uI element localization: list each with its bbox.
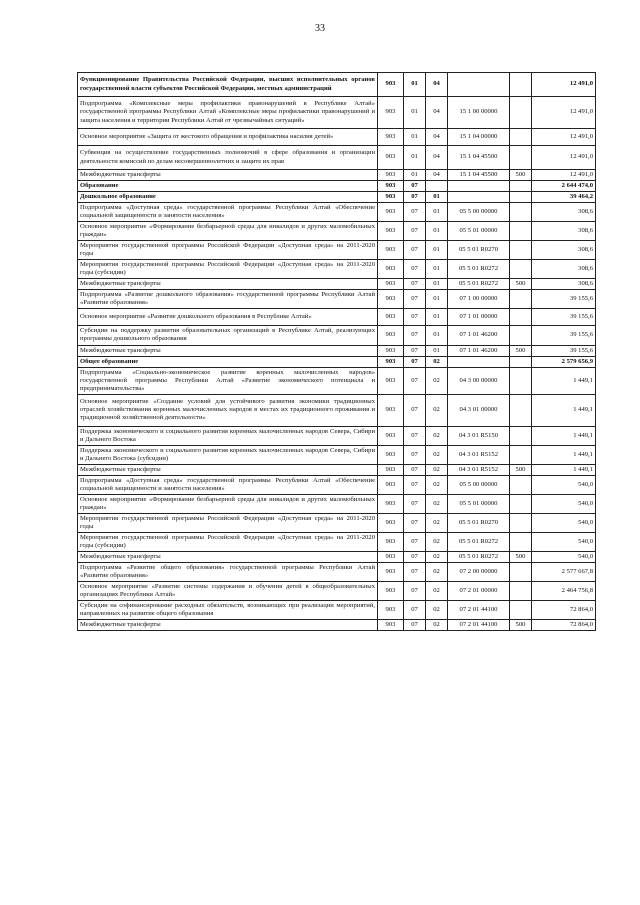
row-pr-cell: 02 (426, 582, 448, 601)
row-vr-cell (510, 73, 532, 97)
row-pr-cell: 02 (426, 563, 448, 582)
row-cs-cell: 05 5 01 R0270 (448, 513, 510, 532)
row-sum-cell: 39 155,6 (532, 326, 596, 345)
table-row (78, 494, 596, 513)
row-pr-cell: 02 (426, 356, 448, 367)
row-name-cell: Подпрограмма «Доступная среда» государственной программы Республики Алтай «Обеспечение социальной защищенности и занятости населения» (78, 203, 378, 222)
row-pr-cell (426, 181, 448, 192)
row-gr-cell: 903 (378, 260, 404, 279)
row-vr-cell (510, 601, 532, 620)
row-gr-cell: 903 (378, 241, 404, 260)
row-gr-cell: 903 (378, 309, 404, 326)
table-row (78, 203, 596, 222)
row-vr-cell (510, 290, 532, 309)
row-sum-cell: 1 449,1 (532, 426, 596, 445)
row-name-cell: Дошкольное образование (78, 192, 378, 203)
row-gr-cell: 903 (378, 620, 404, 631)
row-vr-cell (510, 563, 532, 582)
row-cs-cell: 07 2 01 44100 (448, 620, 510, 631)
row-gr-cell: 903 (378, 129, 404, 146)
table-row (78, 290, 596, 309)
table-row (78, 563, 596, 582)
row-rz-cell: 07 (404, 356, 426, 367)
row-sum-cell: 308,6 (532, 241, 596, 260)
page-number: 33 (315, 23, 325, 34)
row-cs-cell (448, 356, 510, 367)
row-sum-cell: 12 491,0 (532, 146, 596, 170)
row-pr-cell: 01 (426, 326, 448, 345)
row-name-cell: Подпрограмма «Развитие дошкольного образования» государственной программы Республики Алтай «Развитие образования» (78, 290, 378, 309)
row-sum-cell: 12 491,0 (532, 170, 596, 181)
row-rz-cell: 07 (404, 290, 426, 309)
row-name-cell: Мероприятия государственной программы Российской Федерации «Доступная среда» на 2011-2020 годы (субсидии) (78, 533, 378, 552)
row-name-cell: Подпрограмма «Развитие общего образования» государственной программы Республики Алтай «Развитие образования» (78, 563, 378, 582)
row-name-cell: Основное мероприятие «Формирование безбарьерной среды для инвалидов и других маломобильных граждан» (78, 494, 378, 513)
row-vr-cell (510, 326, 532, 345)
table-row (78, 445, 596, 464)
row-vr-cell (510, 356, 532, 367)
row-cs-cell: 05 5 01 R0272 (448, 552, 510, 563)
row-pr-cell: 02 (426, 533, 448, 552)
row-gr-cell: 903 (378, 475, 404, 494)
row-sum-cell: 2 577 667,8 (532, 563, 596, 582)
row-sum-cell: 308,6 (532, 279, 596, 290)
row-sum-cell: 540,0 (532, 552, 596, 563)
row-sum-cell: 308,6 (532, 203, 596, 222)
row-sum-cell: 1 449,1 (532, 367, 596, 394)
row-gr-cell: 903 (378, 601, 404, 620)
row-name-cell: Основное мероприятие «Формирование безбарьерной среды для инвалидов и других маломобильных граждан» (78, 222, 378, 241)
table-row (78, 129, 596, 146)
row-pr-cell: 01 (426, 260, 448, 279)
table-row (78, 513, 596, 532)
row-pr-cell: 02 (426, 494, 448, 513)
row-sum-cell: 12 491,0 (532, 73, 596, 97)
row-name-cell: Основное мероприятие «Развитие дошкольного образования в Республике Алтай» (78, 309, 378, 326)
row-vr-cell (510, 241, 532, 260)
table-row (78, 309, 596, 326)
row-pr-cell: 02 (426, 475, 448, 494)
row-vr-cell (510, 445, 532, 464)
row-name-cell: Субвенция на осуществление государственных полномочий в сфере образования и организации деятельности комиссий по делам несовершеннолетних и защите их прав (78, 146, 378, 170)
row-cs-cell: 05 5 01 R0272 (448, 260, 510, 279)
row-vr-cell (510, 513, 532, 532)
budget-table-body (78, 73, 596, 631)
row-cs-cell: 05 5 01 00000 (448, 222, 510, 241)
row-sum-cell: 2 464 756,8 (532, 582, 596, 601)
row-rz-cell: 07 (404, 445, 426, 464)
row-pr-cell: 04 (426, 129, 448, 146)
table-row (78, 73, 596, 97)
row-pr-cell: 01 (426, 192, 448, 203)
table-row (78, 620, 596, 631)
row-rz-cell: 07 (404, 601, 426, 620)
table-row (78, 345, 596, 356)
row-pr-cell: 01 (426, 290, 448, 309)
row-vr-cell: 500 (510, 170, 532, 181)
row-cs-cell: 05 5 01 R0272 (448, 279, 510, 290)
row-cs-cell: 05 5 01 R0270 (448, 241, 510, 260)
table-row (78, 601, 596, 620)
row-vr-cell (510, 129, 532, 146)
table-row (78, 260, 596, 279)
row-vr-cell (510, 533, 532, 552)
row-name-cell: Межбюджетные трансферты (78, 345, 378, 356)
row-pr-cell: 02 (426, 552, 448, 563)
row-cs-cell (448, 73, 510, 97)
row-sum-cell: 2 644 474,0 (532, 181, 596, 192)
row-rz-cell: 07 (404, 563, 426, 582)
row-sum-cell: 39 155,6 (532, 309, 596, 326)
row-cs-cell: 15 1 04 45500 (448, 146, 510, 170)
row-pr-cell: 04 (426, 73, 448, 97)
row-rz-cell: 07 (404, 367, 426, 394)
row-vr-cell (510, 475, 532, 494)
row-vr-cell: 500 (510, 464, 532, 475)
row-cs-cell: 04 3 01 00000 (448, 394, 510, 426)
row-name-cell: Межбюджетные трансферты (78, 464, 378, 475)
row-name-cell: Межбюджетные трансферты (78, 552, 378, 563)
row-vr-cell: 500 (510, 552, 532, 563)
row-name-cell: Мероприятия государственной программы Российской Федерации «Доступная среда» на 2011-2020 годы (78, 513, 378, 532)
row-gr-cell: 903 (378, 170, 404, 181)
row-gr-cell: 903 (378, 464, 404, 475)
row-vr-cell (510, 309, 532, 326)
row-sum-cell: 308,6 (532, 222, 596, 241)
table-row (78, 97, 596, 129)
row-cs-cell: 04 3 01 R5152 (448, 464, 510, 475)
row-pr-cell: 02 (426, 601, 448, 620)
row-name-cell: Поддержка экономического и социального развития коренных малочисленных народов Севера, Сибири и Дальнего Востока (78, 426, 378, 445)
table-row (78, 533, 596, 552)
row-sum-cell: 540,0 (532, 533, 596, 552)
row-sum-cell: 1 449,1 (532, 464, 596, 475)
row-pr-cell: 02 (426, 513, 448, 532)
row-rz-cell: 07 (404, 475, 426, 494)
table-row (78, 222, 596, 241)
row-vr-cell (510, 222, 532, 241)
row-vr-cell (510, 146, 532, 170)
table-row (78, 394, 596, 426)
budget-table (77, 72, 596, 631)
row-cs-cell: 07 1 01 46200 (448, 326, 510, 345)
row-name-cell: Подпрограмма «Доступная среда» государственной программы Республики Алтай «Обеспечение социальной защищенности и занятости населения» (78, 475, 378, 494)
row-rz-cell: 01 (404, 73, 426, 97)
row-sum-cell: 540,0 (532, 475, 596, 494)
row-name-cell: Основное мероприятие «Создание условий для устойчивого развития экономики традиционных отраслей хозяйствования коренных малочисленных народов в местах их традиционного проживания и традиционной хозяйственной деятельности» (78, 394, 378, 426)
row-rz-cell: 07 (404, 464, 426, 475)
row-pr-cell: 01 (426, 241, 448, 260)
row-sum-cell: 39 155,6 (532, 290, 596, 309)
row-name-cell: Общее образование (78, 356, 378, 367)
row-name-cell: Подпрограмма «Комплексные меры профилактики правонарушений в Республике Алтай» государственной программы Республики Алтай «Комплексные меры профилактики правонарушений и защита населения и территории Республики Алтай от чрезвычайных ситуаций» (78, 97, 378, 129)
row-cs-cell: 04 3 01 R5152 (448, 445, 510, 464)
row-name-cell: Субсидии на софинансирование расходных обязательств, возникающих при реализации мероприятий, направленных на развитие общего образования (78, 601, 378, 620)
row-cs-cell: 15 1 04 45500 (448, 170, 510, 181)
table-row (78, 475, 596, 494)
table-row (78, 552, 596, 563)
row-rz-cell: 07 (404, 582, 426, 601)
row-gr-cell: 903 (378, 279, 404, 290)
row-pr-cell: 04 (426, 97, 448, 129)
row-name-cell: Мероприятия государственной программы Российской Федерации «Доступная среда» на 2011-2020 годы (78, 241, 378, 260)
row-cs-cell (448, 192, 510, 203)
row-rz-cell: 07 (404, 620, 426, 631)
row-cs-cell: 07 1 01 46200 (448, 345, 510, 356)
row-name-cell: Функционирование Правительства Российской Федерации, высших исполнительных органов государственной власти субъектов Российской Федерации, местных администраций (78, 73, 378, 97)
row-rz-cell: 01 (404, 170, 426, 181)
row-gr-cell: 903 (378, 356, 404, 367)
table-row (78, 146, 596, 170)
row-vr-cell (510, 181, 532, 192)
table-row (78, 367, 596, 394)
row-rz-cell: 01 (404, 97, 426, 129)
row-rz-cell: 07 (404, 309, 426, 326)
row-name-cell: Образование (78, 181, 378, 192)
row-name-cell: Межбюджетные трансферты (78, 620, 378, 631)
table-row (78, 356, 596, 367)
row-sum-cell: 39 464,2 (532, 192, 596, 203)
row-gr-cell: 903 (378, 367, 404, 394)
row-pr-cell: 02 (426, 426, 448, 445)
table-row (78, 170, 596, 181)
row-cs-cell: 05 5 01 R0272 (448, 533, 510, 552)
row-rz-cell: 07 (404, 192, 426, 203)
row-cs-cell: 05 5 00 00000 (448, 203, 510, 222)
row-gr-cell: 903 (378, 326, 404, 345)
row-rz-cell: 07 (404, 181, 426, 192)
row-gr-cell: 903 (378, 494, 404, 513)
row-gr-cell: 903 (378, 73, 404, 97)
row-vr-cell (510, 494, 532, 513)
row-gr-cell: 903 (378, 394, 404, 426)
row-cs-cell: 05 5 01 00000 (448, 494, 510, 513)
row-rz-cell: 07 (404, 513, 426, 532)
row-rz-cell: 07 (404, 394, 426, 426)
row-gr-cell: 903 (378, 533, 404, 552)
row-rz-cell: 07 (404, 533, 426, 552)
row-rz-cell: 07 (404, 326, 426, 345)
row-gr-cell: 903 (378, 552, 404, 563)
row-vr-cell (510, 260, 532, 279)
row-cs-cell: 07 2 00 00000 (448, 563, 510, 582)
row-name-cell: Основное мероприятие «Защита от жестокого обращения и профилактика насилия детей» (78, 129, 378, 146)
row-vr-cell (510, 426, 532, 445)
table-row (78, 192, 596, 203)
row-vr-cell (510, 582, 532, 601)
row-rz-cell: 07 (404, 426, 426, 445)
row-rz-cell: 07 (404, 552, 426, 563)
row-rz-cell: 07 (404, 279, 426, 290)
row-pr-cell: 02 (426, 445, 448, 464)
row-pr-cell: 01 (426, 279, 448, 290)
table-row (78, 582, 596, 601)
row-sum-cell: 540,0 (532, 494, 596, 513)
row-rz-cell: 01 (404, 129, 426, 146)
row-name-cell: Межбюджетные трансферты (78, 279, 378, 290)
row-sum-cell: 39 155,6 (532, 345, 596, 356)
row-pr-cell: 01 (426, 345, 448, 356)
row-cs-cell: 04 3 01 R5150 (448, 426, 510, 445)
table-row (78, 426, 596, 445)
row-sum-cell: 12 491,0 (532, 97, 596, 129)
table-row (78, 464, 596, 475)
row-pr-cell: 04 (426, 170, 448, 181)
row-pr-cell: 01 (426, 309, 448, 326)
table-row (78, 181, 596, 192)
row-vr-cell: 500 (510, 620, 532, 631)
row-gr-cell: 903 (378, 426, 404, 445)
row-gr-cell: 903 (378, 582, 404, 601)
row-gr-cell: 903 (378, 97, 404, 129)
row-sum-cell: 72 864,0 (532, 620, 596, 631)
row-pr-cell: 02 (426, 620, 448, 631)
row-sum-cell: 2 579 656,9 (532, 356, 596, 367)
row-gr-cell: 903 (378, 203, 404, 222)
row-sum-cell: 308,6 (532, 260, 596, 279)
row-rz-cell: 07 (404, 222, 426, 241)
row-sum-cell: 1 449,1 (532, 394, 596, 426)
row-rz-cell: 01 (404, 146, 426, 170)
row-rz-cell: 07 (404, 494, 426, 513)
row-cs-cell: 15 1 00 00000 (448, 97, 510, 129)
row-pr-cell: 01 (426, 203, 448, 222)
row-vr-cell (510, 203, 532, 222)
row-gr-cell: 903 (378, 181, 404, 192)
row-sum-cell: 12 491,0 (532, 129, 596, 146)
row-name-cell: Мероприятия государственной программы Российской Федерации «Доступная среда» на 2011-2020 годы (субсидии) (78, 260, 378, 279)
row-pr-cell: 02 (426, 367, 448, 394)
table-row (78, 279, 596, 290)
row-sum-cell: 1 449,1 (532, 445, 596, 464)
row-vr-cell (510, 192, 532, 203)
row-cs-cell: 07 1 01 00000 (448, 309, 510, 326)
row-rz-cell: 07 (404, 241, 426, 260)
row-cs-cell: 04 3 00 00000 (448, 367, 510, 394)
row-vr-cell: 500 (510, 345, 532, 356)
row-name-cell: Субсидии на поддержку развития образовательных организаций в Республике Алтай, реализующих программы дошкольного образования (78, 326, 378, 345)
row-vr-cell (510, 97, 532, 129)
row-gr-cell: 903 (378, 513, 404, 532)
row-sum-cell: 72 864,0 (532, 601, 596, 620)
row-pr-cell: 02 (426, 394, 448, 426)
row-vr-cell (510, 394, 532, 426)
row-name-cell: Подпрограмма «Социально-экономическое развитие коренных малочисленных народов» государственной программы Республики Алтай «Развитие экономического потенциала и предпринимательства» (78, 367, 378, 394)
row-name-cell: Основное мероприятие «Развитие системы содержания и обучения детей в общеобразовательных организациях Республики Алтай» (78, 582, 378, 601)
row-gr-cell: 903 (378, 445, 404, 464)
row-gr-cell: 903 (378, 290, 404, 309)
row-pr-cell: 02 (426, 464, 448, 475)
row-rz-cell: 07 (404, 345, 426, 356)
row-cs-cell: 07 1 00 00000 (448, 290, 510, 309)
row-vr-cell (510, 367, 532, 394)
row-name-cell: Межбюджетные трансферты (78, 170, 378, 181)
row-vr-cell: 500 (510, 279, 532, 290)
row-cs-cell: 05 5 00 00000 (448, 475, 510, 494)
table-row (78, 241, 596, 260)
row-rz-cell: 07 (404, 203, 426, 222)
row-cs-cell: 07 2 01 44100 (448, 601, 510, 620)
row-rz-cell: 07 (404, 260, 426, 279)
table-row (78, 326, 596, 345)
row-gr-cell: 903 (378, 563, 404, 582)
row-gr-cell: 903 (378, 345, 404, 356)
row-gr-cell: 903 (378, 192, 404, 203)
row-pr-cell: 04 (426, 146, 448, 170)
row-pr-cell: 01 (426, 222, 448, 241)
row-cs-cell: 07 2 01 00000 (448, 582, 510, 601)
row-cs-cell (448, 181, 510, 192)
row-name-cell: Поддержка экономического и социального развития коренных малочисленных народов Севера, Сибири и Дальнего Востока (субсидии) (78, 445, 378, 464)
row-cs-cell: 15 1 04 00000 (448, 129, 510, 146)
row-gr-cell: 903 (378, 146, 404, 170)
row-sum-cell: 540,0 (532, 513, 596, 532)
row-gr-cell: 903 (378, 222, 404, 241)
